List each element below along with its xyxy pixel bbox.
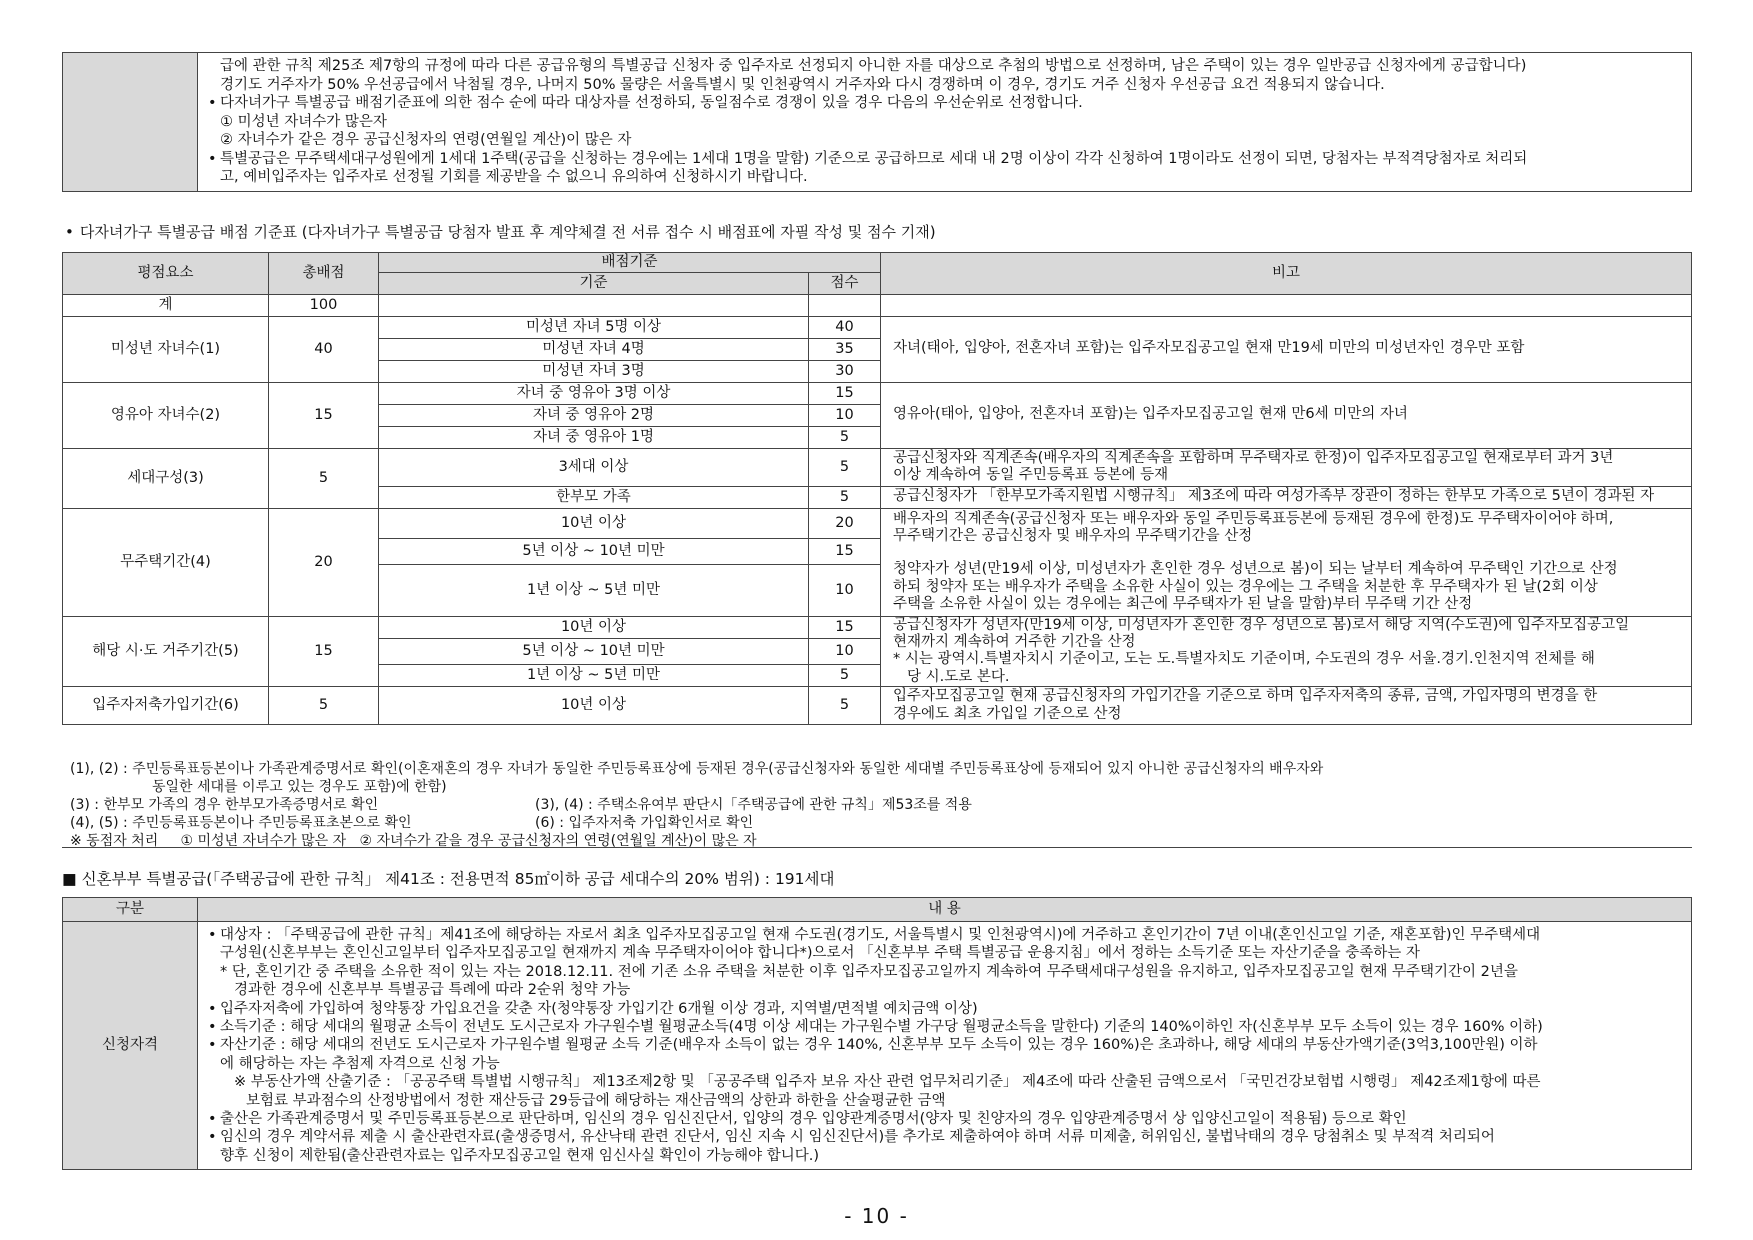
square-bullet-icon: ■ <box>62 870 77 888</box>
remark-cell: 자녀(태아, 입양아, 전혼자녀 포함)는 입주자모집공고일 현재 만19세 미만의 미성년자인 경우만 포함 <box>881 316 1692 382</box>
table-row <box>63 448 1692 486</box>
table-row <box>63 616 1692 638</box>
text-line: 향후 신청이 제한됨(출산관련자료는 입주자모집공고일 현재 임신사실 확인이 가능해야 합니다.) <box>220 1147 820 1164</box>
header-total: 총배점 <box>269 253 379 295</box>
score-cell: 40 <box>809 316 881 338</box>
table-row <box>63 687 1692 725</box>
text-line: 경기도 거주자가 50% 우선공급에서 낙첨될 경우, 나머지 50% 물량은 서울특별시 및 인천광역시 거주자와 다시 경쟁하며 이 경우, 경기도 거주 신청자 우선공급 요건 적용되지 않습니다. <box>220 76 1385 93</box>
table-header-row <box>63 898 1692 922</box>
bullet-item: • 소득기준 : 해당 세대의 월평균 소득이 전년도 도시근로자 가구원수별 월평균소득(4명 이상 세대는 가구원수별 가구당 월평균소득을 말한다) 기준의 140%이하인 자(신혼부부 모두 소득이 있는 경우 160% 이하) <box>206 1018 1683 1036</box>
remark-cell: 공급신청자가 성년자(만19세 이상, 미성년자가 혼인한 경우 성년으로 봄)로서 해당 지역(수도권)에 입주자모집공고일 현재까지 계속하여 거주한 기간을 산정 * 시는 광역시.특별자치시 기준이고, 도는 도.특별자치도 기준이며, 수도권의 경우 서울.경기.인천지역 전체를 해 당 시.도로 본다. <box>881 616 1692 687</box>
total-label: 계 <box>63 294 269 316</box>
table-row <box>63 294 1692 316</box>
header-score: 점수 <box>809 272 881 294</box>
header-factor: 평점요소 <box>63 253 269 295</box>
total-cell: 5 <box>269 448 379 508</box>
criteria-cell: 자녀 중 영유아 2명 <box>379 404 809 426</box>
table-row <box>63 382 1692 404</box>
remark-cell: 입주자모집공고일 현재 공급신청자의 가입기간을 기준으로 하며 입주자저축의 종류, 금액, 가입자명의 변경을 한 경우에도 최초 가입일 기준으로 산정 <box>881 687 1692 725</box>
factor-cell: 무주택기간(4) <box>63 508 269 616</box>
total-value: 100 <box>269 294 379 316</box>
bullet-item: • 임신의 경우 계약서류 제출 시 출산관련자료(출생증명서, 유산낙태 관련 진단서, 임신 지속 시 임신진단서)를 추가로 제출하여야 하며 서류 미제출, 허위임신, 불법낙태의 경우 당첨취소 및 부적격 처리되어 <box>206 1128 1683 1146</box>
score-cell: 10 <box>809 638 881 664</box>
factor-cell: 해당 시·도 거주기간(5) <box>63 616 269 687</box>
remark-cell: 공급신청자와 직계존속(배우자의 직계존속을 포함하며 무주택자로 한정)이 입주자모집공고일 현재로부터 과거 3년 이상 계속하여 동일 주민등록표 등본에 등재 <box>881 448 1692 486</box>
score-cell: 5 <box>809 687 881 725</box>
criteria-cell: 3세대 이상 <box>379 448 809 486</box>
factor-cell: 세대구성(3) <box>63 448 269 508</box>
score-table-footnotes <box>62 758 1692 848</box>
bullet-item: • 출산은 가족관계증명서 및 주민등록표등본으로 판단하며, 임신의 경우 임신진단서, 입양의 경우 입양관계증명서(양자 및 친양자의 경우 입양관계증명서 상 입양신고일이 적용됨) 등으로 확인 <box>206 1110 1683 1128</box>
special-supply-continuation-box <box>62 52 1692 192</box>
criteria-cell: 10년 이상 <box>379 508 809 538</box>
footnote: (1), (2) : 주민등록표등본이나 가족관계증명서로 확인(이혼재혼의 경우 자녀가 동일한 주민등록표상에 등재된 경우(공급신청자와 동일한 세대별 주민등록표상에 등재되어 있지 아니한 공급신청자의 배우자와 <box>70 761 1324 777</box>
text-line: 경과한 경우에 신혼부부 특별공급 특례에 따라 2순위 청약 가능 <box>234 982 631 999</box>
score-cell: 5 <box>809 426 881 448</box>
footnote: 동일한 세대를 이루고 있는 경우도 포함)에 한함) <box>152 778 447 795</box>
criteria-cell: 1년 이상 ~ 5년 미만 <box>379 664 809 686</box>
header-content: 내 용 <box>198 898 1692 922</box>
text-line: 보험료 부과점수의 산정방법에서 정한 재산등급 29등급에 해당하는 재산금액의 상한과 하한을 산술평균한 금액 <box>246 1092 946 1109</box>
continuation-content <box>198 53 1692 192</box>
criteria-cell: 자녀 중 영유아 1명 <box>379 426 809 448</box>
criteria-cell: 미성년 자녀 3명 <box>379 360 809 382</box>
score-cell: 15 <box>809 616 881 638</box>
page-number: - 10 - <box>844 1204 909 1228</box>
header-remark: 비고 <box>881 253 1692 295</box>
score-cell: 35 <box>809 338 881 360</box>
factor-cell: 입주자저축가입기간(6) <box>63 687 269 725</box>
remark-cell: 배우자의 직계존속(공급신청자 또는 배우자와 동일 주민등록표등본에 등재된 경우에 한정)도 무주택자이어야 하며, 무주택기간은 공급신청자 및 배우자의 무주택기간을 산정 청약자가 성년(만19세 이상, 미성년자가 혼인한 경우 성년으로 봄)이 되는 날부터 계속하여 무주택인 기간으로 산정 하되 청약자 또는 배우자가 주택을 소유한 사실이 있는 경우에는 그 주택을 처분한 후 무주택자가 된 날(2회 이상 주택을 소유한 사실이 있는 경우에는 최근에 무주택자가 된 날을 말함)부터 무주택 기간 산정 <box>881 508 1692 616</box>
table-row <box>63 508 1692 538</box>
criteria-cell: 10년 이상 <box>379 616 809 638</box>
text-line: * 단, 혼인기간 중 주택을 소유한 적이 있는 자는 2018.12.11. 전에 기존 소유 주택을 처분한 이후 입주자모집공고일까지 계속하여 무주택세대구성원을 유지하고, 입주자모집공고일 현재 무주택기간이 2년을 <box>220 963 1518 980</box>
score-cell: 10 <box>809 404 881 426</box>
remark-cell: 공급신청자가 「한부모가족지원법 시행규칙」 제3조에 따라 여성가족부 장관이 정하는 한부모 가족으로 5년이 경과된 자 <box>881 486 1692 508</box>
text-line: 구성원(신혼부부는 혼인신고일부터 입주자모집공고일 현재까지 계속 무주택자이어야 합니다*)으로서 「신혼부부 주택 특별공급 운용지침」에서 정하는 소득기준 또는 자산기준을 충족하는 자 <box>220 945 1420 962</box>
score-cell: 5 <box>809 448 881 486</box>
multi-child-score-table <box>62 252 1692 725</box>
category-label: 신청자격 <box>63 922 198 1170</box>
factor-cell: 미성년 자녀수(1) <box>63 316 269 382</box>
score-cell: 5 <box>809 664 881 686</box>
total-cell: 15 <box>269 616 379 687</box>
criteria-cell: 5년 이상 ~ 10년 미만 <box>379 538 809 564</box>
footnote: (4), (5) : 주민등록표등본이나 주민등록표초본으로 확인 (6) : 입주자저축 가입확인서로 확인 <box>70 814 754 831</box>
newlywed-section-title: ■ 신혼부부 특별공급(「주택공급에 관한 규칙」 제41조 : 전용면적 85㎡이하 공급 세대수의 20% 범위) : 191세대 <box>62 870 835 888</box>
header-category: 구분 <box>63 898 198 922</box>
score-cell: 10 <box>809 564 881 616</box>
category-cell <box>63 53 198 192</box>
eligibility-content <box>198 922 1692 1170</box>
score-cell: 20 <box>809 508 881 538</box>
score-cell: 30 <box>809 360 881 382</box>
bullet-item: • 대상자 : 「주택공급에 관한 규칙」제41조에 해당하는 자로서 최초 입주자모집공고일 현재 수도권(경기도, 서울특별시 및 인천광역시)에 거주하고 혼인기간이 7년 이내(혼인신고일 기준, 재혼포함)인 무주택세대 <box>206 926 1683 944</box>
table-row <box>63 922 1692 1170</box>
text-line: 고, 예비입주자는 입주자로 선정될 기회를 제공받을 수 없으니 유의하여 신청하시기 바랍니다. <box>220 169 808 186</box>
bullet-item: • 자산기준 : 해당 세대의 전년도 도시근로자 가구원수별 월평균 소득 기준(배우자 소득이 없는 경우 140%, 신혼부부 모두 소득이 있는 경우 160%)은 초과하나, 해당 세대의 부동산가액기준(3억3,100만원) 이하 <box>206 1036 1683 1054</box>
score-cell: 15 <box>809 382 881 404</box>
header-criteria: 기준 <box>379 272 809 294</box>
criteria-cell: 1년 이상 ~ 5년 미만 <box>379 564 809 616</box>
priority-item: ② 자녀수가 같은 경우 공급신청자의 연령(연월일 계산)이 많은 자 <box>220 132 632 149</box>
score-cell: 15 <box>809 538 881 564</box>
total-cell: 20 <box>269 508 379 616</box>
score-cell: 5 <box>809 486 881 508</box>
total-cell: 5 <box>269 687 379 725</box>
text-line: ※ 부동산가액 산출기준 : 「공공주택 특별법 시행규칙」 제13조제2항 및 「공공주택 입주자 보유 자산 관련 업무처리기준」 제4조에 따라 산출된 금액으로서 「국민건강보험법 시행령」 제42조제1항에 따른 <box>234 1074 1541 1091</box>
criteria-cell: 미성년 자녀 4명 <box>379 338 809 360</box>
text-line: 급에 관한 규칙 제25조 제7항의 규정에 따라 다른 공급유형의 특별공급 신청자 중 입주자로 선정되지 아니한 자를 대상으로 추첨의 방법으로 선정하며, 남은 주택이 있는 경우 일반공급 신청자에게 공급합니다) <box>220 58 1527 74</box>
criteria-cell: 자녀 중 영유아 3명 이상 <box>379 382 809 404</box>
header-criteria-group: 배점기준 <box>379 253 881 273</box>
table-header-row <box>63 253 1692 273</box>
priority-item: ① 미성년 자녀수가 많은자 <box>220 113 387 130</box>
total-cell: 15 <box>269 382 379 448</box>
criteria-cell: 10년 이상 <box>379 687 809 725</box>
total-cell: 40 <box>269 316 379 382</box>
score-section-title: • 다자녀가구 특별공급 배점 기준표 (다자녀가구 특별공급 당첨자 발표 후 계약체결 전 서류 접수 시 배점표에 자필 작성 및 점수 기재) <box>65 223 936 241</box>
bullet-item: • 입주자저축에 가입하여 청약통장 가입요건을 갖춘 자(청약통장 가입기간 6개월 이상 경과, 지역별/면적별 예치금액 이상) <box>206 1000 1683 1018</box>
bullet-item: • 다자녀가구 특별공급 배점기준표에 의한 점수 순에 따라 대상자를 선정하되, 동일점수로 경쟁이 있을 경우 다음의 우선순위로 선정합니다. <box>206 94 1685 113</box>
bullet-item: • 특별공급은 무주택세대구성원에게 1세대 1주택(공급을 신청하는 경우에는 1세대 1명을 말함) 기준으로 공급하므로 세대 내 2명 이상이 각각 신청하여 1명이라도 선정이 되면, 당첨자는 부적격당첨자로 처리되 <box>206 150 1685 169</box>
criteria-cell: 미성년 자녀 5명 이상 <box>379 316 809 338</box>
table-row <box>63 316 1692 338</box>
newlywed-eligibility-table <box>62 897 1692 1170</box>
text-line: 에 해당하는 자는 추첨제 자격으로 신청 가능 <box>220 1055 500 1072</box>
footnote-tiebreak: ※ 동점자 처리 ① 미성년 자녀수가 많은 자 ② 자녀수가 같을 경우 공급신청자의 연령(연월일 계산)이 많은 자 <box>70 832 757 849</box>
criteria-cell: 한부모 가족 <box>379 486 809 508</box>
criteria-cell: 5년 이상 ~ 10년 미만 <box>379 638 809 664</box>
remark-cell: 영유아(태아, 입양아, 전혼자녀 포함)는 입주자모집공고일 현재 만6세 미만의 자녀 <box>881 382 1692 448</box>
footnote: (3) : 한부모 가족의 경우 한부모가족증명서로 확인 (3), (4) : 주택소유여부 판단시「주택공급에 관한 규칙」제53조를 적용 <box>70 796 972 813</box>
factor-cell: 영유아 자녀수(2) <box>63 382 269 448</box>
